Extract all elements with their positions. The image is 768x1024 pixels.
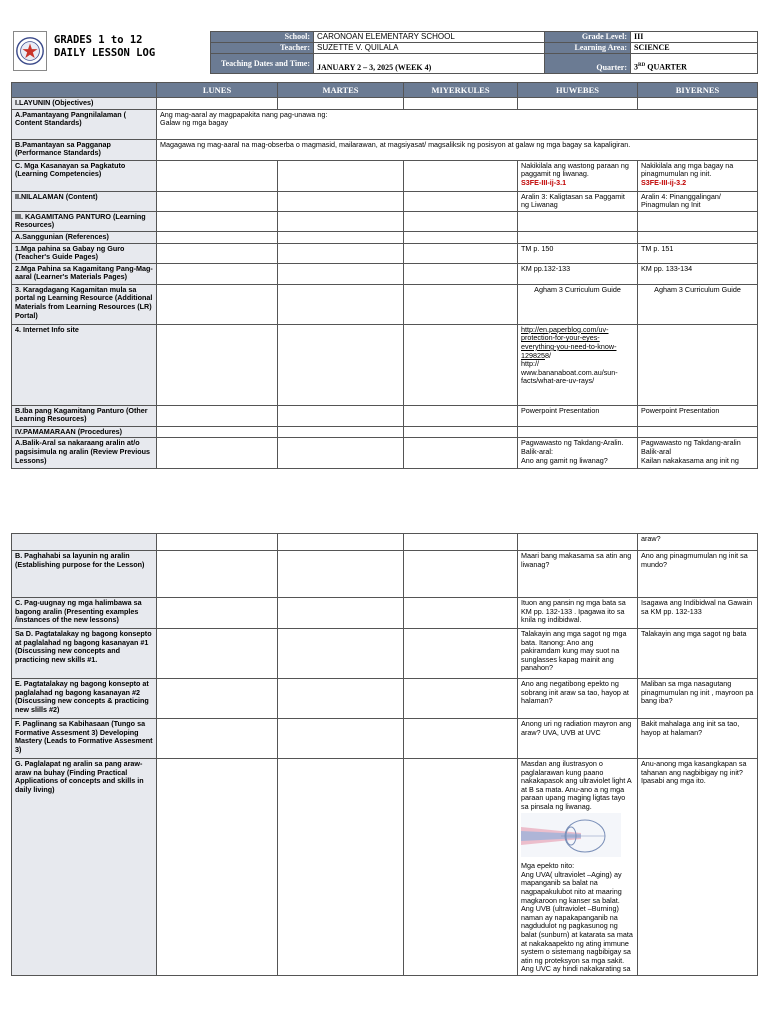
lr-portal-huwebes: Agham 3 Curriculum Guide: [518, 284, 638, 324]
performance-standards-label: B.Pamantayan sa Pagganap (Performance Standards): [12, 139, 157, 160]
day-header-huwebes: HUWEBES: [518, 83, 638, 98]
competency-biyernes: [638, 160, 758, 191]
internet-site-label: 4. Internet Info site: [12, 324, 157, 405]
establishing-purpose-biyernes: Ano ang pinagmumulan ng init sa mundo?: [638, 551, 758, 598]
learning-area-value: SCIENCE: [631, 43, 758, 54]
learning-competencies-label: C. Mga Kasanayan sa Pagkatuto (Learning Competencies): [12, 160, 157, 191]
discussing-concepts-1-huwebes: Talakayin ang mga sagot ng mga bata. Itanong: Ano ang pakiramdam kung may suot na sunglasses kapag mainit ang panahon?: [518, 629, 638, 679]
title-line-2: DAILY LESSON LOG: [54, 47, 156, 59]
other-resources-biyernes: Powerpoint Presentation: [638, 405, 758, 426]
grade-level-label: Grade Level:: [545, 32, 631, 43]
document-title: [54, 34, 155, 60]
procedures-label: IV.PAMAMARAAN (Procedures): [12, 426, 157, 438]
practical-applications-huwebes: [518, 759, 638, 976]
practical-huwebes-effects-heading: Mga epekto nito:: [521, 861, 575, 871]
developing-mastery-huwebes: Anong uri ng radiation mayron ang araw? UVA, UVB at UVC: [518, 719, 638, 759]
competency-biyernes-text: Nakikilala ang mga bagay na pinagmumulan ng init.: [641, 160, 734, 179]
review-lessons-label: A.Balik-Aral sa nakaraang aralin at/o pagsisimula ng aralin (Review Previous Lessons): [12, 438, 157, 469]
lr-portal-label: 3. Karagdagang Kagamitan mula sa portal ng Learning Resource (Additional Materials from Learning Resources (LR) Portal): [12, 284, 157, 324]
header-info-table: [210, 31, 758, 74]
internet-link-paperblog[interactable]: http://en.paperblog.com/uv-protection-for-your-eyes-everything-you-need-to-know-129825: [521, 324, 617, 360]
learners-materials-label: 2.Mga Pahina sa Kagamitang Pang-Mag-aaral (Learner's Materials Pages): [12, 263, 157, 284]
practical-huwebes-intro: Masdan ang ilustrasyon o paglalarawan kung paano nakakapasok ang ultraviolet light A at B sa mata. Anu-ano a ng mga paraan upang maging ligtas tayo sa pinsala ng liwanag.: [521, 759, 632, 811]
establishing-purpose-huwebes: Maari bang makasama sa atin ang liwanag?: [518, 551, 638, 598]
school-value: CARONOAN ELEMENTARY SCHOOL: [314, 32, 545, 43]
competency-huwebes-text: Nakikilala ang wastong paraan ng paggamit ng liwanag.: [521, 160, 629, 179]
teacher-label: Teacher:: [211, 43, 314, 54]
quarter-word: QUARTER: [645, 63, 687, 72]
review-huwebes: [518, 438, 638, 469]
practical-applications-biyernes: Anu-anong mga kasangkapan sa tahanan ang nagbibigay ng init? Ipasabi ang mga ito.: [638, 759, 758, 976]
teaching-dates-label: Teaching Dates and Time:: [211, 54, 314, 74]
review-biyernes-line-1: Pagwawasto ng Takdang-aralin: [641, 438, 741, 448]
teachers-guide-huwebes: TM p. 150: [518, 243, 638, 263]
day-header-martes: MARTES: [278, 83, 404, 98]
discussing-concepts-2-label: E. Pagtatalakay ng bagong konsepto at paglalahad ng bagong kasanayan #2 (Discussing new concepts & practicing new slills #2): [12, 679, 157, 719]
day-header-biyernes: BIYERNES: [638, 83, 758, 98]
other-resources-huwebes: Powerpoint Presentation: [518, 405, 638, 426]
day-header-lunes: LUNES: [157, 83, 278, 98]
quarter-suffix: RD: [638, 63, 646, 69]
review-biyernes-line-3: Kailan nakakasama ang init ng: [641, 455, 739, 465]
content-standards-line-2: Galaw ng mga bagay: [160, 118, 228, 128]
day-header-miyerkules: MIYERKULES: [404, 83, 518, 98]
presenting-examples-huwebes: Ituon ang pansin ng mga bata sa KM pp. 132-133 . Ipagawa ito sa knila ng indibidwal.: [518, 598, 638, 629]
references-label: A.Sanggunian (References): [12, 231, 157, 243]
presenting-examples-label: C. Pag-uugnay ng mga halimbawa sa bagong aralin (Presenting examples /instances of the new lessons): [12, 598, 157, 629]
seal-icon: [14, 32, 46, 70]
teachers-guide-biyernes: TM p. 151: [638, 243, 758, 263]
review-huwebes-line-3: Ano ang gamit ng liwanag?: [521, 455, 608, 465]
lesson-log-table: [11, 82, 758, 469]
competency-huwebes-code: S3FE-III-ij-3.1: [521, 177, 567, 187]
school-label: School:: [211, 32, 314, 43]
layunin-label: I.LAYUNIN (Objectives): [12, 98, 157, 110]
internet-link-bananaboat[interactable]: http:// www.bananaboat.com.au/sun-facts/what-are-uv-rays/: [521, 359, 618, 386]
review-biyernes: [638, 438, 758, 469]
corner-header: [12, 83, 157, 98]
review-huwebes-line-1: Pagwawasto ng Takdang-Aralin.: [521, 438, 624, 448]
grade-level-value: III: [631, 32, 758, 43]
content-label: II.NILALAMAN (Content): [12, 191, 157, 211]
continued-label-cell: [12, 534, 157, 551]
quarter-label: Quarter:: [545, 54, 631, 74]
practical-applications-label: G. Paglalapat ng aralin sa pang araw-araw na buhay (Finding Practical Applications of concepts and skills in daily living): [12, 759, 157, 976]
learners-materials-huwebes: KM pp.132-133: [518, 263, 638, 284]
learning-area-label: Learning Area:: [545, 43, 631, 54]
competency-huwebes: [518, 160, 638, 191]
discussing-concepts-2-huwebes: Ano ang negatibong epekto ng sobrang init araw sa tao, hayop at halaman?: [518, 679, 638, 719]
learning-resources-label: III. KAGAMITANG PANTURO (Learning Resources): [12, 211, 157, 231]
content-standards-line-1: Ang mag-aaral ay magpapakita nang pag-unawa ng:: [160, 109, 328, 119]
presenting-examples-biyernes: Isagawa ang Indibidwal na Gawain sa KM pp. 132-133: [638, 598, 758, 629]
content-standards-text: [157, 109, 758, 139]
learners-materials-biyernes: KM pp. 133-134: [638, 263, 758, 284]
developing-mastery-label: F. Paglinang sa Kabihasaan (Tungo sa Formative Assesment 3) Developing Mastery (Leads to Formative Assesment 3): [12, 719, 157, 759]
quarter-value: [631, 54, 758, 74]
performance-standards-text: Magagawa ng mag-aaral na mag-obserba o magmasid, mailarawan, at magsiyasat/ magsaliksik ng posisyon at galaw ng mga bagay sa kapaligiran.: [157, 139, 758, 160]
review-biyernes-continued: araw?: [638, 534, 758, 551]
internet-site-huwebes: [518, 324, 638, 405]
quarter-number: 3: [634, 63, 638, 72]
teacher-value: SUZETTE V. QUILALA: [314, 43, 545, 54]
discussing-concepts-1-biyernes: Talakayin ang mga sagot ng bata: [638, 629, 758, 679]
eye-uv-illustration: [521, 813, 621, 857]
content-biyernes: Aralin 4: Pinanggalingan/ Pinagmulan ng Init: [638, 191, 758, 211]
internet-link-paperblog-tail[interactable]: 8/: [544, 350, 551, 360]
deped-seal-logo: [13, 31, 47, 71]
practical-huwebes-uvc: Ang UVC ay hindi nakakarating sa: [521, 964, 631, 974]
review-biyernes-line-2: Balik-aral: [641, 446, 671, 456]
content-huwebes: Aralin 3: Kaligtasan sa Paggamit ng Liwanag: [518, 191, 638, 211]
practical-huwebes-uvb: Ang UVB (ultraviolet –Burning) naman ay napakapanganib na nagdudulot ng pagkasunog ng balat (sunburn) at katarata sa mata at nakakaapekto ng ating immune system o sistemang nagbibigay sa atin ng proteksyon sa mga sakit.: [521, 904, 633, 965]
competency-biyernes-code: S3FE-III-ij-3.2: [641, 177, 687, 187]
developing-mastery-biyernes: Bakit mahalaga ang init sa tao, hayop at halaman?: [638, 719, 758, 759]
discussing-concepts-1-label: Sa D. Pagtatalakay ng bagong konsepto at paglalahad ng bagong kasanayan #1 (Discussing new concepts and practicing new skills #1.: [12, 629, 157, 679]
lr-portal-biyernes: Agham 3 Curriculum Guide: [638, 284, 758, 324]
other-resources-label: B.Iba pang Kagamitang Panturo (Other Learning Resources): [12, 405, 157, 426]
review-huwebes-line-2: Balik-aral:: [521, 446, 553, 456]
content-standards-label: A.Pamantayang Pangnilalaman ( Content Standards): [12, 109, 157, 139]
title-line-1: GRADES 1 to 12: [54, 34, 143, 46]
lesson-log-table-continued: [11, 533, 758, 976]
practical-huwebes-uva: Ang UVA( ultraviolet –Aging) ay mapanganib sa balat na nagpapakulubot nito at maaring magkaroon ng kanser sa balat.: [521, 869, 622, 905]
teaching-dates-value: JANUARY 2 – 3, 2025 (WEEK 4): [314, 54, 545, 74]
establishing-purpose-label: B. Paghahabi sa layunin ng aralin (Establishing purpose for the Lesson): [12, 551, 157, 598]
teachers-guide-label: 1.Mga pahina sa Gabay ng Guro (Teacher's Guide Pages): [12, 243, 157, 263]
discussing-concepts-2-biyernes: Maliban sa mga nasagutang pinagmumulan ng init , mayroon pa bang iba?: [638, 679, 758, 719]
